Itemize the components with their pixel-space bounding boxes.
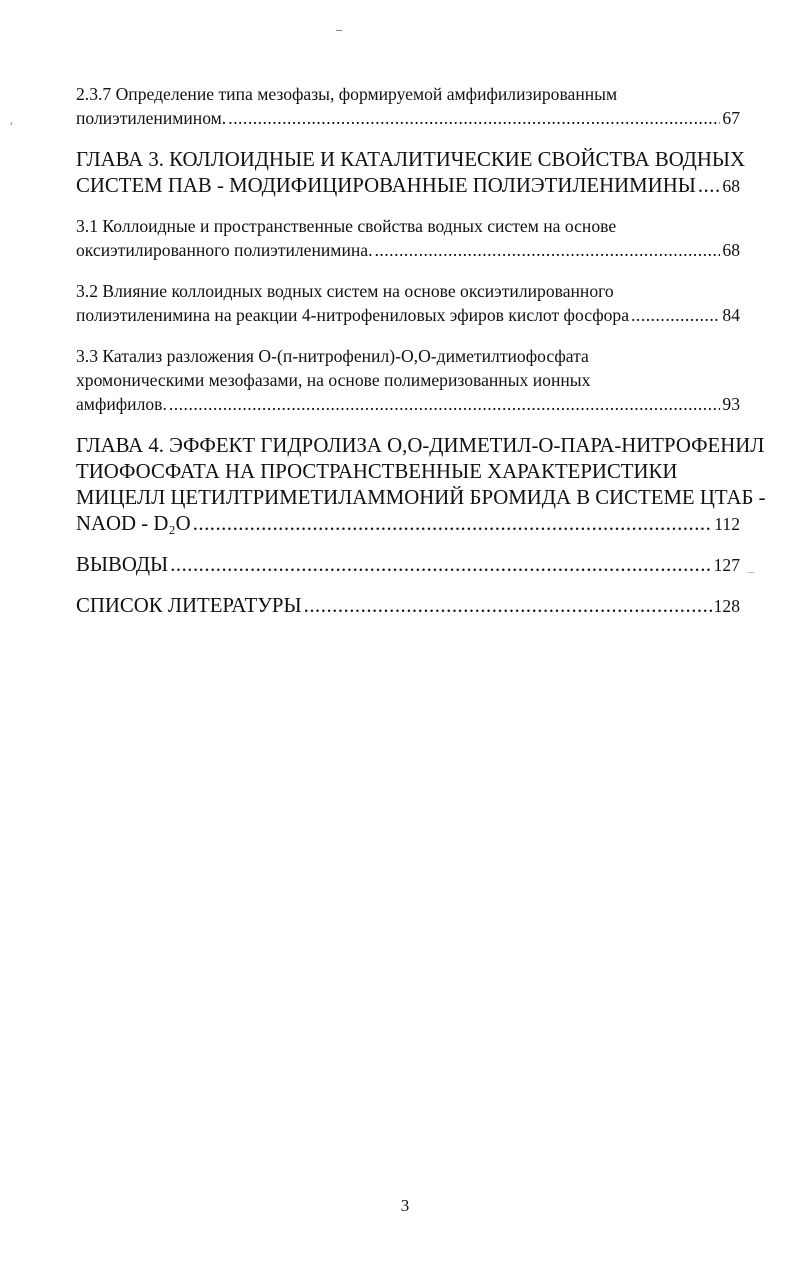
toc-entry-text: МИЦЕЛЛ ЦЕТИЛТРИМЕТИЛАММОНИЙ БРОМИДА В СИСТЕМЕ ЦТАБ - xyxy=(76,486,766,509)
toc-page-number: 112 xyxy=(714,514,740,534)
toc-entry-3-1[interactable] xyxy=(76,214,740,262)
toc-entry-text: ВЫВОДЫ xyxy=(76,553,169,576)
toc-entry-conclusions[interactable] xyxy=(76,552,740,578)
toc-entry-text: 3.3 Катализ разложения О-(п-нитрофенил)-О,О-диметилтиофосфата xyxy=(76,346,589,366)
dot-leader xyxy=(193,511,713,537)
toc-entry-text: амфифилов. xyxy=(76,394,167,414)
dot-leader xyxy=(631,303,720,327)
toc-entry-text: СПИСОК ЛИТЕРАТУРЫ xyxy=(76,594,302,617)
toc-entry-chapter-4[interactable] xyxy=(76,433,766,537)
toc-entry-text: полиэтиленимина на реакции 4-нитрофениловых эфиров кислот фосфора xyxy=(76,305,630,325)
toc-entry-text: ТИОФОСФАТА НА ПРОСТРАНСТВЕННЫЕ ХАРАКТЕРИСТИКИ xyxy=(76,460,678,483)
dot-leader xyxy=(374,238,720,262)
toc-entry-text: полиэтиленимином. xyxy=(76,108,227,128)
toc-page-number: 67 xyxy=(722,108,740,128)
dot-leader xyxy=(228,106,720,130)
scan-artifact-right xyxy=(748,572,754,573)
dot-leader xyxy=(698,173,721,199)
toc-entry-text: 3.1 Коллоидные и пространственные свойства водных систем на основе xyxy=(76,216,617,236)
toc-entry-text: хромоническими мезофазами, на основе полимеризованных ионных xyxy=(76,370,591,390)
toc-page-number: 93 xyxy=(722,394,740,414)
toc-entry-text: ГЛАВА 4. ЭФФЕКТ ГИДРОЛИЗА О,О-ДИМЕТИЛ-О-ПАРА-НИТРОФЕНИЛ xyxy=(76,434,765,457)
toc-entry-text: СИСТЕМ ПАВ - МОДИФИЦИРОВАННЫЕ ПОЛИЭТИЛЕНИМИНЫ xyxy=(76,174,696,197)
toc-entry-3-2[interactable] xyxy=(76,279,740,327)
toc-entry-3-3[interactable] xyxy=(76,344,740,416)
toc-entry-text: ГЛАВА 3. КОЛЛОИДНЫЕ И КАТАЛИТИЧЕСКИЕ СВОЙСТВА ВОДНЫХ xyxy=(76,148,746,171)
scan-artifact-top xyxy=(336,30,342,31)
toc-page-number: 68 xyxy=(722,240,740,260)
toc-page-number: 127 xyxy=(713,555,740,575)
toc-entry-text: NAOD - D₂O xyxy=(76,512,191,535)
toc-entry-2-3-7[interactable] xyxy=(76,82,740,130)
toc-entry-text: 2.3.7 Определение типа мезофазы, формируемой амфифилизированным xyxy=(76,84,618,104)
toc-page-number: 68 xyxy=(722,176,740,196)
toc-entry-text: оксиэтилированного полиэтиленимина. xyxy=(76,240,373,260)
dot-leader xyxy=(304,593,712,619)
toc-page-number: 84 xyxy=(722,305,740,325)
toc-entry-chapter-3[interactable] xyxy=(76,147,746,199)
dot-leader xyxy=(169,392,721,416)
dot-leader xyxy=(170,552,711,578)
page-number: 3 xyxy=(400,1196,410,1215)
toc-entry-text: 3.2 Влияние коллоидных водных систем на основе оксиэтилированного xyxy=(76,281,614,301)
margin-mark: ׳ xyxy=(10,118,13,132)
toc-page-number: 128 xyxy=(713,596,740,616)
toc-entry-references[interactable] xyxy=(76,593,740,619)
table-of-contents xyxy=(76,82,766,634)
